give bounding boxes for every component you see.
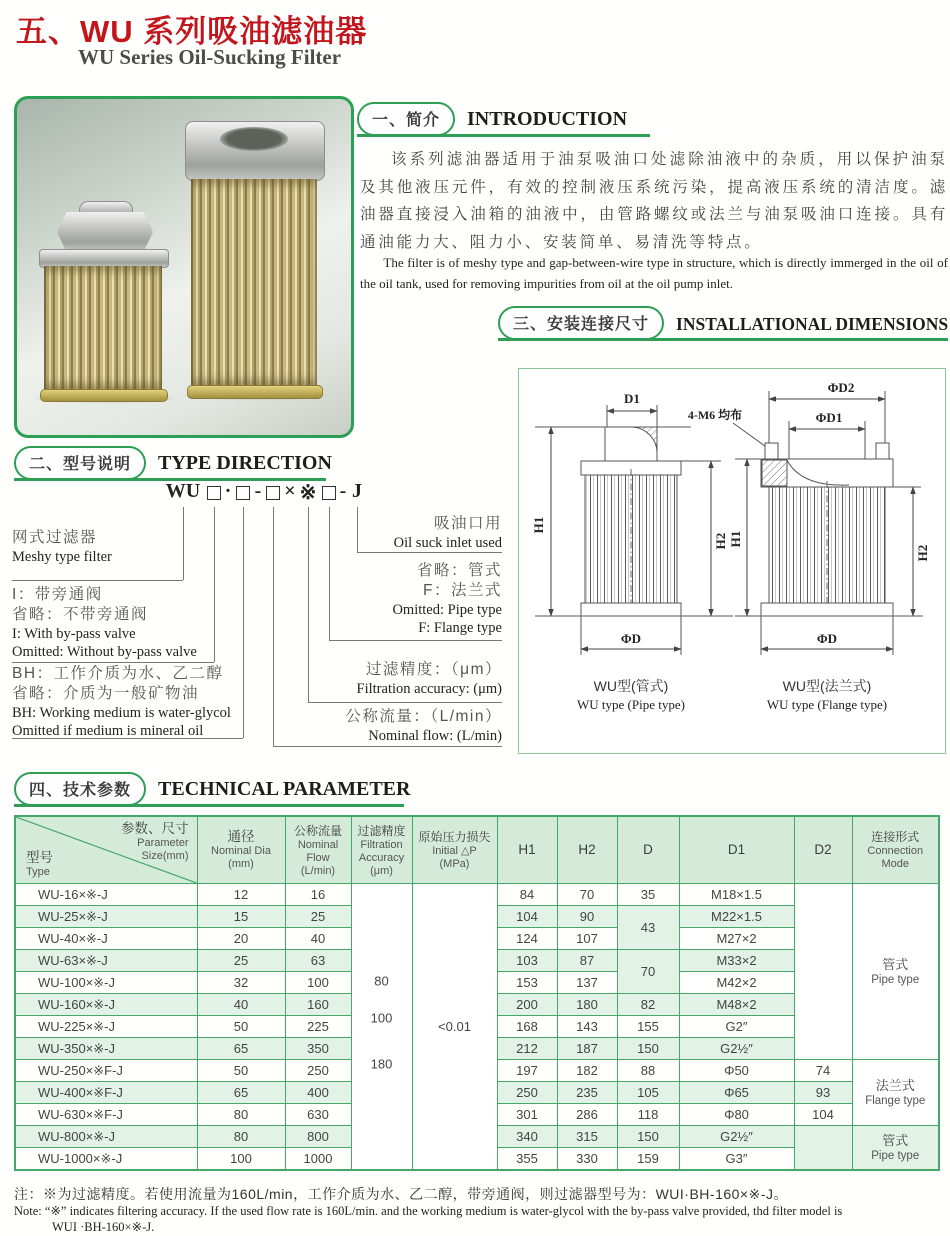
dim-label-d1: D1 — [624, 391, 640, 406]
td-dia: 50 — [197, 1016, 285, 1038]
td-flow: 250 — [285, 1060, 351, 1082]
formula-dash-2: - — [339, 480, 347, 502]
header-label: (L/min) — [300, 864, 336, 877]
label-line: BH：工作介质为水、乙二醇 — [12, 665, 224, 682]
td-h2: 87 — [557, 950, 617, 972]
page-subtitle: WU Series Oil-Sucking Filter — [78, 45, 342, 69]
formula-dash: - — [254, 480, 262, 502]
td-h1: 197 — [497, 1060, 557, 1082]
td-d: 159 — [617, 1148, 679, 1171]
td-h1: 301 — [497, 1104, 557, 1126]
td-connection — [852, 884, 939, 1060]
td-h1: 200 — [497, 994, 557, 1016]
td-dia: 80 — [197, 1126, 285, 1148]
label-line: Oil suck inlet used — [393, 535, 502, 551]
td-d1: G2″ — [679, 1016, 794, 1038]
td-d: 35 — [617, 884, 679, 906]
td-h2: 187 — [557, 1038, 617, 1060]
td-filtration — [351, 884, 412, 1171]
td-d2: 74 — [794, 1060, 852, 1082]
header-label: 公称流量 — [293, 823, 342, 838]
page-title: 五、WU 系列吸油滤油器 — [16, 14, 368, 49]
intro-tab: 一、简介 — [357, 102, 455, 136]
type-heading: TYPE DIRECTION — [158, 452, 332, 474]
label-line: F：法兰式 — [423, 582, 502, 599]
td-flow: 40 — [285, 928, 351, 950]
connector-line — [12, 662, 214, 663]
formula-times: × — [284, 480, 296, 502]
header-label: 通径 — [227, 829, 255, 844]
td-dia: 65 — [197, 1082, 285, 1104]
filtration-value: 100 — [370, 1010, 393, 1026]
connector-line — [308, 702, 502, 703]
td-d: 70 — [617, 950, 679, 994]
td-d1: Φ80 — [679, 1104, 794, 1126]
td-d1: M27×2 — [679, 928, 794, 950]
header-connection — [852, 816, 939, 884]
install-drawings — [519, 369, 943, 751]
header-label: 连接形式 — [871, 830, 920, 844]
filtration-value: 180 — [370, 1056, 393, 1072]
label-working-medium — [12, 664, 231, 740]
td-h2: 180 — [557, 994, 617, 1016]
formula-box-1 — [207, 486, 221, 500]
header-label: Accuracy — [358, 851, 405, 864]
label-line: Omitted: Pipe type — [392, 602, 502, 618]
table-row — [15, 884, 939, 906]
td-dia: 15 — [197, 906, 285, 928]
label-line: 公称流量：（L/min） — [345, 708, 502, 725]
pipe-caption-en: WU type (Pipe type) — [577, 697, 685, 712]
td-h2: 330 — [557, 1148, 617, 1171]
header-label: (mm) — [228, 858, 254, 870]
td-dia: 25 — [197, 950, 285, 972]
td-type: WU-100×※-J — [15, 972, 197, 994]
label-filtration-accuracy — [240, 660, 502, 698]
td-d1: Φ50 — [679, 1060, 794, 1082]
dim-label-h1: H1 — [728, 530, 743, 548]
formula-box-2 — [236, 486, 250, 500]
note-en-continued: WUI ·BH-160×※-J. — [52, 1220, 155, 1234]
td-d: 88 — [617, 1060, 679, 1082]
dim-label-phid: ΦD — [620, 631, 642, 646]
dim-label-h2: H2 — [915, 544, 930, 562]
label-oil-suck-inlet — [240, 514, 502, 552]
technical-parameter-table — [14, 815, 940, 1171]
td-dia: 50 — [197, 1060, 285, 1082]
flange-caption-en: WU type (Flange type) — [766, 697, 888, 712]
td-d2: 104 — [794, 1104, 852, 1126]
connector-line — [214, 507, 215, 662]
header-label: Connection — [867, 845, 924, 857]
label-bypass-valve — [12, 585, 197, 661]
td-d1: M48×2 — [679, 994, 794, 1016]
header-dia — [197, 816, 285, 884]
large-filter-hole — [220, 127, 288, 151]
td-d1: Φ65 — [679, 1082, 794, 1104]
header-label: 型号 — [26, 850, 53, 865]
td-h1: 84 — [497, 884, 557, 906]
td-flow: 1000 — [285, 1148, 351, 1171]
td-type: WU-630×※F-J — [15, 1104, 197, 1126]
td-connection — [852, 1060, 939, 1126]
td-dia: 12 — [197, 884, 285, 906]
td-d2: 93 — [794, 1082, 852, 1104]
td-h1: 355 — [497, 1148, 557, 1171]
tech-tab: 四、技术参数 — [14, 772, 146, 806]
td-flow: 160 — [285, 994, 351, 1016]
header-d2 — [794, 816, 852, 884]
install-heading: INSTALLATIONAL DIMENSIONS — [676, 314, 949, 334]
dim-label-h2: H2 — [713, 532, 728, 550]
header-h2 — [557, 816, 617, 884]
install-tab: 三、安装连接尺寸 — [498, 306, 664, 340]
header-type-param — [15, 816, 197, 884]
td-dia: 20 — [197, 928, 285, 950]
formula-suffix: J — [352, 480, 362, 502]
label-nominal-flow — [240, 707, 502, 745]
label-line: 省略：管式 — [416, 562, 502, 579]
dim-label-phid1: ΦD1 — [815, 410, 843, 425]
connection-label: 管式 — [882, 957, 909, 972]
td-h1: 212 — [497, 1038, 557, 1060]
td-flow: 225 — [285, 1016, 351, 1038]
td-initial-dp: <0.01 — [412, 884, 497, 1171]
pipe-caption-zh: WU型(管式) — [593, 678, 669, 694]
install-drawings-box — [518, 368, 946, 754]
td-h1: 104 — [497, 906, 557, 928]
td-d2 — [794, 884, 852, 1060]
intro-paragraph-en: The filter is of meshy type and gap-between-wire type in structure, which is directly immerged in the oil of the oil tank, used for removing impurities from oil at the oil pump inlet. — [360, 255, 948, 291]
header-label: Initial △P — [432, 845, 477, 857]
filtration-value: 80 — [374, 973, 389, 989]
header-label: 过滤精度 — [357, 823, 406, 838]
pipe-type-drawing — [531, 391, 733, 712]
td-dia: 32 — [197, 972, 285, 994]
td-dia: 80 — [197, 1104, 285, 1126]
td-type: WU-225×※-J — [15, 1016, 197, 1038]
header-label: H1 — [518, 842, 536, 857]
header-initial-dp — [412, 816, 497, 884]
connection-label: Flange type — [865, 1095, 926, 1107]
note-en: Note: “※” indicates filtering accuracy. If the used flow rate is 160L/min. and the working medium is water-glycol with the by-pass valve provided, thd filter model is — [14, 1204, 843, 1218]
connection-label: 法兰式 — [875, 1078, 915, 1093]
connection-label: Pipe type — [871, 1150, 920, 1162]
td-h2: 286 — [557, 1104, 617, 1126]
large-filter-body — [191, 179, 317, 385]
label-line: 网式过滤器 — [12, 529, 98, 546]
td-d: 105 — [617, 1082, 679, 1104]
td-dia: 65 — [197, 1038, 285, 1060]
td-dia: 100 — [197, 1148, 285, 1171]
td-d1: M33×2 — [679, 950, 794, 972]
td-flow: 63 — [285, 950, 351, 972]
header-label: D2 — [814, 842, 832, 857]
td-d: 150 — [617, 1126, 679, 1148]
td-d2 — [794, 1126, 852, 1171]
td-type: WU-160×※-J — [15, 994, 197, 1016]
td-h2: 182 — [557, 1060, 617, 1082]
formula-star: ※ — [299, 482, 317, 504]
td-type: WU-16×※-J — [15, 884, 197, 906]
td-type: WU-350×※-J — [15, 1038, 197, 1060]
connection-label: Pipe type — [871, 974, 920, 986]
td-d1: G2½″ — [679, 1126, 794, 1148]
td-d1: M18×1.5 — [679, 884, 794, 906]
td-type: WU-40×※-J — [15, 928, 197, 950]
td-flow: 350 — [285, 1038, 351, 1060]
header-label: Flow — [306, 851, 330, 864]
td-h2: 315 — [557, 1126, 617, 1148]
connection-label: 管式 — [882, 1133, 909, 1148]
header-label: Mode — [881, 858, 910, 870]
label-line: Omitted if medium is mineral oil — [12, 723, 204, 739]
label-line: 省略：不带旁通阀 — [12, 606, 149, 623]
tech-section-header — [14, 770, 411, 807]
formula-dot: · — [224, 480, 232, 502]
dim-label-h1: H1 — [531, 516, 546, 534]
header-flow — [285, 816, 351, 884]
label-line: BH: Working medium is water-glycol — [12, 705, 231, 721]
td-type: WU-63×※-J — [15, 950, 197, 972]
formula-box-4 — [322, 486, 336, 500]
td-d1: G2½″ — [679, 1038, 794, 1060]
type-tab: 二、型号说明 — [14, 446, 146, 480]
td-dia: 40 — [197, 994, 285, 1016]
td-d: 150 — [617, 1038, 679, 1060]
label-line: F: Flange type — [418, 620, 502, 636]
tech-heading: TECHNICAL PARAMETER — [158, 778, 411, 800]
bolt-label: 4-M6 均布 — [687, 408, 743, 422]
connector-line — [12, 580, 183, 581]
type-section-header — [14, 444, 332, 481]
td-h1: 153 — [497, 972, 557, 994]
td-flow: 100 — [285, 972, 351, 994]
td-d: 43 — [617, 906, 679, 950]
header-d — [617, 816, 679, 884]
label-line: 过滤精度：（μm） — [365, 661, 502, 678]
note-zh: 注：※为过滤精度。若使用流量为160L/min，工作介质为水、乙二醇，带旁通阀，则过滤器型号为：WUI·BH-160×※-J。 — [14, 1186, 789, 1202]
label-line: 吸油口用 — [433, 515, 502, 532]
header-label: Nominal — [297, 838, 339, 851]
formula-box-3 — [266, 486, 280, 500]
header-label: (μm) — [370, 864, 393, 877]
td-h2: 235 — [557, 1082, 617, 1104]
connector-line — [329, 640, 502, 641]
header-label: Size(mm) — [141, 850, 189, 862]
td-d1: G3″ — [679, 1148, 794, 1171]
td-type: WU-250×※F-J — [15, 1060, 197, 1082]
td-h2: 70 — [557, 884, 617, 906]
td-type: WU-1000×※-J — [15, 1148, 197, 1171]
td-h1: 250 — [497, 1082, 557, 1104]
td-type: WU-800×※-J — [15, 1126, 197, 1148]
table-header-row — [15, 816, 939, 884]
td-d: 118 — [617, 1104, 679, 1126]
td-flow: 16 — [285, 884, 351, 906]
td-h1: 168 — [497, 1016, 557, 1038]
small-filter-body — [44, 266, 162, 389]
td-flow: 25 — [285, 906, 351, 928]
small-filter-rim — [40, 389, 168, 402]
label-line: 省略：介质为一般矿物油 — [12, 685, 200, 702]
header-d1 — [679, 816, 794, 884]
td-d: 155 — [617, 1016, 679, 1038]
small-filter-nut — [57, 212, 153, 252]
label-line: Nominal flow: (L/min) — [368, 728, 502, 744]
header-label: Parameter — [137, 837, 189, 849]
td-h1: 103 — [497, 950, 557, 972]
td-d: 82 — [617, 994, 679, 1016]
header-label: H2 — [578, 842, 596, 857]
dim-label-phid: ΦD — [816, 631, 838, 646]
td-type: WU-400×※F-J — [15, 1082, 197, 1104]
td-connection — [852, 1126, 939, 1171]
td-flow: 400 — [285, 1082, 351, 1104]
header-label: Nominal Dia — [211, 845, 271, 857]
header-filtration — [351, 816, 412, 884]
header-label: D1 — [727, 842, 746, 857]
dim-label-phid2: ΦD2 — [827, 380, 855, 395]
td-flow: 800 — [285, 1126, 351, 1148]
label-line: Omitted: Without by-pass valve — [12, 644, 197, 660]
td-d1: M22×1.5 — [679, 906, 794, 928]
product-photo — [14, 96, 354, 438]
td-h2: 143 — [557, 1016, 617, 1038]
header-label: 参数、尺寸 — [121, 821, 189, 836]
intro-section-header — [357, 100, 650, 137]
header-label: Type — [26, 866, 50, 878]
header-label: Filtration — [360, 838, 403, 851]
label-line: I: With by-pass valve — [12, 626, 136, 642]
large-filter-rim — [187, 385, 323, 399]
connector-line — [357, 552, 502, 553]
td-d1: M42×2 — [679, 972, 794, 994]
header-label: 原始压力损失 — [418, 830, 491, 844]
label-line: Filtration accuracy: (μm) — [356, 681, 502, 697]
header-label: D — [643, 842, 653, 857]
header-label: (MPa) — [439, 858, 470, 870]
header-h1 — [497, 816, 557, 884]
td-h2: 137 — [557, 972, 617, 994]
td-h2: 90 — [557, 906, 617, 928]
intro-paragraph-zh: 该系列滤油器适用于油泵吸油口处滤除油液中的杂质，用以保护油泵及其他液压元件，有效的控制液压系统污染，提高液压系统的清洁度。滤油器直接浸入油箱的油液中，由管路螺纹或法兰与油泵吸油口连接。具有通油能力大、阻力小、安装简单、易清洗等特点。 — [360, 151, 948, 251]
flange-caption-zh: WU型(法兰式) — [782, 678, 872, 694]
td-type: WU-25×※-J — [15, 906, 197, 928]
connector-line — [183, 507, 184, 580]
label-line: I：带旁通阀 — [12, 586, 103, 603]
formula-prefix: WU — [165, 480, 201, 502]
label-meshy-filter — [12, 528, 112, 566]
td-h1: 124 — [497, 928, 557, 950]
connector-line — [273, 746, 502, 747]
label-line: Meshy type filter — [12, 549, 112, 565]
install-section-header — [498, 304, 948, 341]
td-h1: 340 — [497, 1126, 557, 1148]
label-pipe-flange — [240, 561, 502, 637]
intro-heading: INTRODUCTION — [467, 108, 628, 130]
td-h2: 107 — [557, 928, 617, 950]
td-flow: 630 — [285, 1104, 351, 1126]
